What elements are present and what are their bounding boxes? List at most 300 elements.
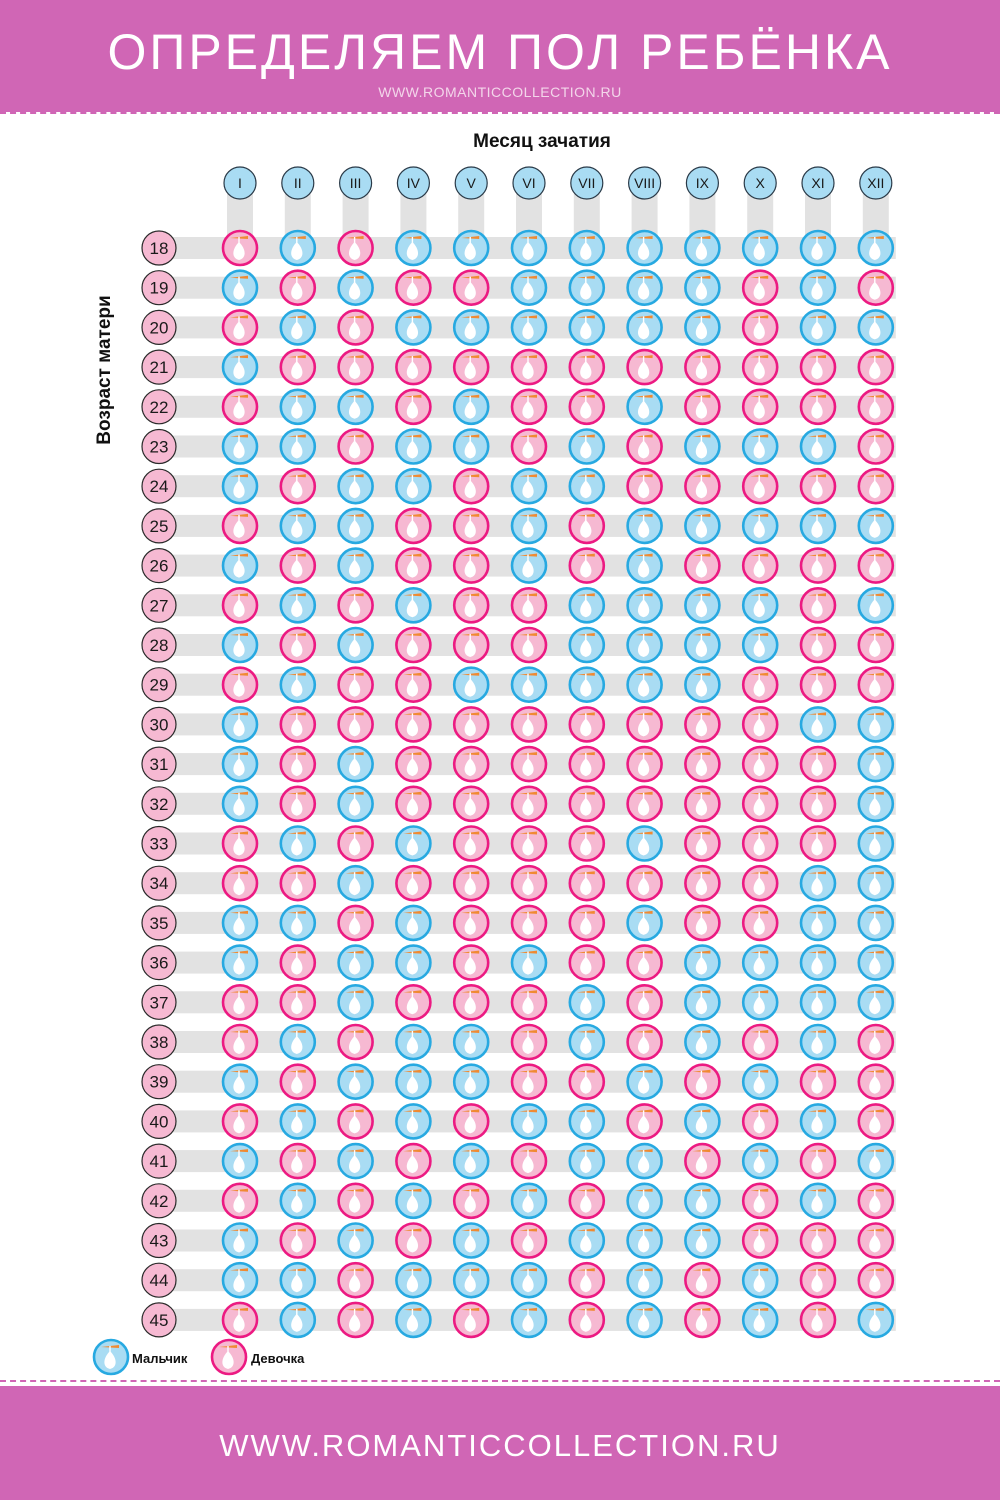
cell-girl [512, 1224, 546, 1258]
cell-boy [396, 469, 430, 503]
cell-boy [223, 469, 257, 503]
cell-girl [628, 866, 662, 900]
cell-girl [281, 985, 315, 1019]
month-header [397, 167, 429, 199]
age-header-label: 41 [149, 1152, 169, 1172]
cell-boy [801, 509, 835, 543]
cell-boy [628, 1144, 662, 1178]
cell-girl [512, 430, 546, 464]
cell-girl [396, 390, 430, 424]
cell-girl [570, 946, 604, 980]
cell-girl [685, 1303, 719, 1337]
month-header-label: I [238, 175, 242, 191]
month-header-label: II [293, 175, 302, 191]
month-header [282, 167, 314, 199]
cell-girl [570, 350, 604, 384]
cell-girl [859, 668, 893, 702]
cell-boy [743, 628, 777, 662]
cell-boy [743, 1065, 777, 1099]
cell-boy [281, 310, 315, 344]
cell-girl [512, 588, 546, 622]
cell-girl [801, 1303, 835, 1337]
cell-boy [801, 866, 835, 900]
cell-girl [628, 985, 662, 1019]
cell-girl [396, 747, 430, 781]
cell-girl [685, 469, 719, 503]
age-header [142, 787, 176, 821]
cell-girl [685, 549, 719, 583]
cell-girl [512, 787, 546, 821]
age-header-label: 34 [149, 874, 169, 894]
cell-girl [454, 628, 488, 662]
cell-boy [859, 310, 893, 344]
cell-boy [339, 946, 373, 980]
age-header-label: 28 [149, 636, 169, 655]
cell-girl [570, 1263, 604, 1297]
cell-girl [396, 549, 430, 583]
cell-girl [223, 231, 257, 265]
cell-girl [628, 1104, 662, 1138]
cell-girl [628, 787, 662, 821]
cell-boy [859, 747, 893, 781]
cell-boy [223, 628, 257, 662]
cell-girl [512, 707, 546, 741]
cell-girl [801, 469, 835, 503]
age-header-label: 20 [149, 318, 169, 338]
age-header-label: 30 [149, 715, 169, 735]
cell-boy [685, 1184, 719, 1218]
age-header-label: 21 [149, 358, 169, 378]
cell-boy [281, 1263, 315, 1297]
age-header [142, 231, 176, 265]
cell-girl [512, 350, 546, 384]
cell-boy [396, 430, 430, 464]
cell-girl [628, 946, 662, 980]
cell-boy [743, 946, 777, 980]
cell-girl [223, 1184, 257, 1218]
cell-girl [512, 628, 546, 662]
cell-boy [281, 1303, 315, 1337]
age-headers [142, 231, 176, 1337]
cell-boy [685, 1025, 719, 1059]
cell-boy [223, 787, 257, 821]
cell-boy [628, 668, 662, 702]
cell-boy [859, 827, 893, 861]
month-header [686, 167, 718, 199]
cell-boy [223, 1065, 257, 1099]
cell-boy [685, 946, 719, 980]
cell-girl [281, 866, 315, 900]
cell-girl [281, 271, 315, 305]
cell-girl [223, 390, 257, 424]
cell-girl [743, 906, 777, 940]
cell-boy [801, 906, 835, 940]
cell-boy [685, 231, 719, 265]
month-header [571, 167, 603, 199]
month-header-label: X [755, 175, 765, 191]
cell-boy [801, 1025, 835, 1059]
cell-girl [570, 787, 604, 821]
cell-boy [570, 668, 604, 702]
age-header [142, 1303, 176, 1337]
cell-boy [570, 628, 604, 662]
cell-boy [339, 271, 373, 305]
cell-girl [743, 1184, 777, 1218]
cell-girl [859, 1263, 893, 1297]
cell-girl [281, 628, 315, 662]
age-header [142, 628, 176, 662]
cell-boy [512, 946, 546, 980]
cell-girl [396, 787, 430, 821]
age-header [142, 310, 176, 344]
month-header [455, 167, 487, 199]
cell-boy [743, 231, 777, 265]
cell-girl [396, 271, 430, 305]
age-header-label: 24 [149, 477, 169, 497]
cell-boy [223, 906, 257, 940]
cell-boy [512, 549, 546, 583]
cell-boy [743, 1263, 777, 1297]
cell-boy [685, 628, 719, 662]
cell-girl [685, 1263, 719, 1297]
age-header [142, 430, 176, 464]
cell-boy [396, 1065, 430, 1099]
cell-boy [570, 271, 604, 305]
cell-girl [685, 350, 719, 384]
cell-boy [396, 1303, 430, 1337]
cell-girl [396, 1144, 430, 1178]
cell-girl [454, 787, 488, 821]
cell-boy [512, 271, 546, 305]
month-header-label: XII [867, 175, 885, 191]
cell-girl [801, 1065, 835, 1099]
age-header [142, 1263, 176, 1297]
cell-girl [512, 747, 546, 781]
cell-girl [223, 310, 257, 344]
month-header [513, 167, 545, 199]
age-header-label: 27 [149, 596, 169, 616]
cell-girl [570, 747, 604, 781]
cell-girl [570, 390, 604, 424]
cell-boy [454, 390, 488, 424]
cell-girl [454, 469, 488, 503]
age-header [142, 1184, 176, 1218]
cell-boy [396, 1263, 430, 1297]
age-header-label: 25 [149, 516, 169, 536]
cell-boy [859, 787, 893, 821]
footer-dashed-divider [0, 1380, 1000, 1382]
cell-boy [339, 469, 373, 503]
cell-girl [396, 1224, 430, 1258]
cell-boy [743, 1144, 777, 1178]
cell-boy [685, 1104, 719, 1138]
age-header-label: 43 [149, 1231, 169, 1251]
cell-boy [685, 310, 719, 344]
cell-boy [801, 1104, 835, 1138]
cell-boy [570, 1144, 604, 1178]
cell-girl [223, 509, 257, 543]
cell-boy [339, 390, 373, 424]
cell-girl [281, 747, 315, 781]
cell-boy [859, 946, 893, 980]
cell-girl [743, 827, 777, 861]
cell-boy [628, 1303, 662, 1337]
cell-girl [743, 390, 777, 424]
cell-girl [223, 827, 257, 861]
cell-boy [628, 588, 662, 622]
cell-girl [281, 946, 315, 980]
cell-boy [628, 1184, 662, 1218]
cell-boy [512, 310, 546, 344]
cell-girl [628, 469, 662, 503]
cell-girl [339, 1303, 373, 1337]
cell-girl [339, 827, 373, 861]
cell-boy [281, 906, 315, 940]
cell-girl [685, 787, 719, 821]
cell-girl [801, 549, 835, 583]
cell-boy [628, 310, 662, 344]
cell-girl [801, 827, 835, 861]
footer-url[interactable]: WWW.ROMANTICCOLLECTION.RU [219, 1428, 781, 1463]
cell-girl [628, 747, 662, 781]
age-header [142, 1025, 176, 1059]
cell-girl [743, 1104, 777, 1138]
cell-girl [339, 1263, 373, 1297]
cell-girl [859, 1065, 893, 1099]
age-header-label: 26 [149, 556, 169, 576]
cell-boy [339, 628, 373, 662]
cell-boy [801, 1184, 835, 1218]
cell-boy [628, 549, 662, 583]
cell-girl [570, 509, 604, 543]
age-header [142, 707, 176, 741]
cell-boy [512, 231, 546, 265]
cell-girl [396, 866, 430, 900]
cell-girl [570, 866, 604, 900]
month-header [340, 167, 372, 199]
age-axis-title: Возраст матери [94, 295, 115, 445]
cell-girl [859, 1104, 893, 1138]
month-header-label: IV [406, 175, 421, 191]
cell-girl [512, 1025, 546, 1059]
age-header-label: 37 [149, 993, 169, 1013]
age-header-label: 29 [149, 675, 169, 695]
cell-girl [339, 430, 373, 464]
age-header-label: 35 [149, 913, 169, 933]
cell-girl [454, 271, 488, 305]
cell-boy [859, 1144, 893, 1178]
cell-boy [628, 1065, 662, 1099]
cell-boy [396, 310, 430, 344]
cell-girl [281, 1224, 315, 1258]
cell-girl [743, 469, 777, 503]
cell-girl [628, 707, 662, 741]
cell-girl [454, 1104, 488, 1138]
cell-girl [454, 985, 488, 1019]
cell-boy [570, 985, 604, 1019]
month-header [224, 167, 256, 199]
cell-girl [743, 271, 777, 305]
legend-label-girl: Девочка [251, 1351, 305, 1366]
age-header [142, 1065, 176, 1099]
cell-girl [801, 1263, 835, 1297]
cell-boy [281, 588, 315, 622]
cell-boy [512, 509, 546, 543]
cell-boy [570, 588, 604, 622]
cell-girl [570, 1303, 604, 1337]
cell-boy [570, 310, 604, 344]
age-header [142, 390, 176, 424]
cell-girl [281, 1144, 315, 1178]
cell-girl [512, 866, 546, 900]
cell-girl [454, 946, 488, 980]
cell-boy [396, 231, 430, 265]
cell-girl [685, 707, 719, 741]
cell-boy [281, 1184, 315, 1218]
cell-boy [396, 1025, 430, 1059]
age-header-label: 40 [149, 1112, 169, 1132]
age-header-label: 32 [149, 794, 169, 814]
cell-boy [685, 588, 719, 622]
cell-boy [454, 668, 488, 702]
cell-girl [339, 1104, 373, 1138]
cell-girl [512, 390, 546, 424]
cell-girl [339, 707, 373, 741]
cell-girl [454, 588, 488, 622]
stork-boy-icon [94, 1340, 128, 1374]
age-header-label: 23 [149, 437, 169, 457]
cell-boy [801, 985, 835, 1019]
age-header-label: 36 [149, 953, 169, 973]
cell-girl [454, 707, 488, 741]
cell-boy [512, 1184, 546, 1218]
cell-girl [743, 1025, 777, 1059]
cell-girl [454, 1303, 488, 1337]
cell-boy [454, 1144, 488, 1178]
age-header-label: 42 [149, 1191, 169, 1211]
cell-girl [685, 390, 719, 424]
cell-girl [685, 747, 719, 781]
cell-boy [801, 271, 835, 305]
cell-girl [859, 549, 893, 583]
cell-girl [339, 231, 373, 265]
cell-boy [628, 1263, 662, 1297]
cell-girl [859, 1184, 893, 1218]
cell-girl [223, 588, 257, 622]
month-header-label: VIII [634, 175, 656, 191]
cell-boy [628, 231, 662, 265]
cell-boy [512, 1303, 546, 1337]
cell-girl [801, 787, 835, 821]
age-header [142, 985, 176, 1019]
month-header-label: VI [522, 175, 536, 191]
cell-girl [801, 588, 835, 622]
age-header [142, 1144, 176, 1178]
age-header [142, 588, 176, 622]
cell-boy [223, 1263, 257, 1297]
cell-girl [396, 668, 430, 702]
cell-boy [570, 430, 604, 464]
cell-boy [743, 1303, 777, 1337]
month-header-label: XI [811, 175, 825, 191]
cell-boy [801, 430, 835, 464]
cell-girl [339, 1025, 373, 1059]
cell-boy [859, 509, 893, 543]
month-header [744, 167, 776, 199]
cell-boy [743, 985, 777, 1019]
cell-boy [339, 1065, 373, 1099]
cell-girl [223, 1104, 257, 1138]
cell-girl [743, 1224, 777, 1258]
cell-girl [396, 985, 430, 1019]
cell-boy [628, 390, 662, 424]
cell-boy [859, 866, 893, 900]
age-header-label: 18 [149, 239, 169, 258]
cell-girl [743, 747, 777, 781]
legend-label-boy: Мальчик [132, 1351, 188, 1366]
cell-girl [454, 509, 488, 543]
cell-boy [859, 588, 893, 622]
cell-girl [396, 509, 430, 543]
header-url[interactable]: WWW.ROMANTICCOLLECTION.RU [378, 84, 622, 100]
cell-girl [743, 549, 777, 583]
cell-boy [743, 430, 777, 464]
age-header [142, 747, 176, 781]
age-header-label: 44 [149, 1271, 169, 1291]
cell-boy [801, 707, 835, 741]
cell-boy [281, 827, 315, 861]
cell-boy [859, 231, 893, 265]
cell-boy [339, 1144, 373, 1178]
cell-boy [801, 310, 835, 344]
cell-girl [512, 985, 546, 1019]
age-header-label: 39 [149, 1072, 169, 1092]
cell-boy [512, 469, 546, 503]
cell-girl [223, 668, 257, 702]
cell-boy [628, 628, 662, 662]
cell-boy [454, 430, 488, 464]
cell-girl [801, 1224, 835, 1258]
age-header [142, 946, 176, 980]
cell-girl [454, 1184, 488, 1218]
age-header-label: 22 [149, 397, 169, 417]
cell-boy [512, 1263, 546, 1297]
cell-girl [454, 906, 488, 940]
cell-boy [859, 1303, 893, 1337]
cell-boy [859, 906, 893, 940]
cell-boy [396, 588, 430, 622]
cell-boy [396, 906, 430, 940]
cell-girl [223, 1303, 257, 1337]
cell-boy [223, 747, 257, 781]
cell-boy [281, 1104, 315, 1138]
cell-girl [512, 1144, 546, 1178]
cell-boy [339, 747, 373, 781]
age-header [142, 350, 176, 384]
age-header [142, 509, 176, 543]
cell-boy [454, 310, 488, 344]
cell-girl [801, 1144, 835, 1178]
month-header-label: III [349, 175, 362, 191]
cell-girl [743, 707, 777, 741]
cell-boy [454, 1065, 488, 1099]
cell-boy [454, 231, 488, 265]
cell-girl [512, 827, 546, 861]
age-header [142, 668, 176, 702]
cell-girl [685, 1065, 719, 1099]
cell-girl [628, 1025, 662, 1059]
cell-girl [454, 549, 488, 583]
